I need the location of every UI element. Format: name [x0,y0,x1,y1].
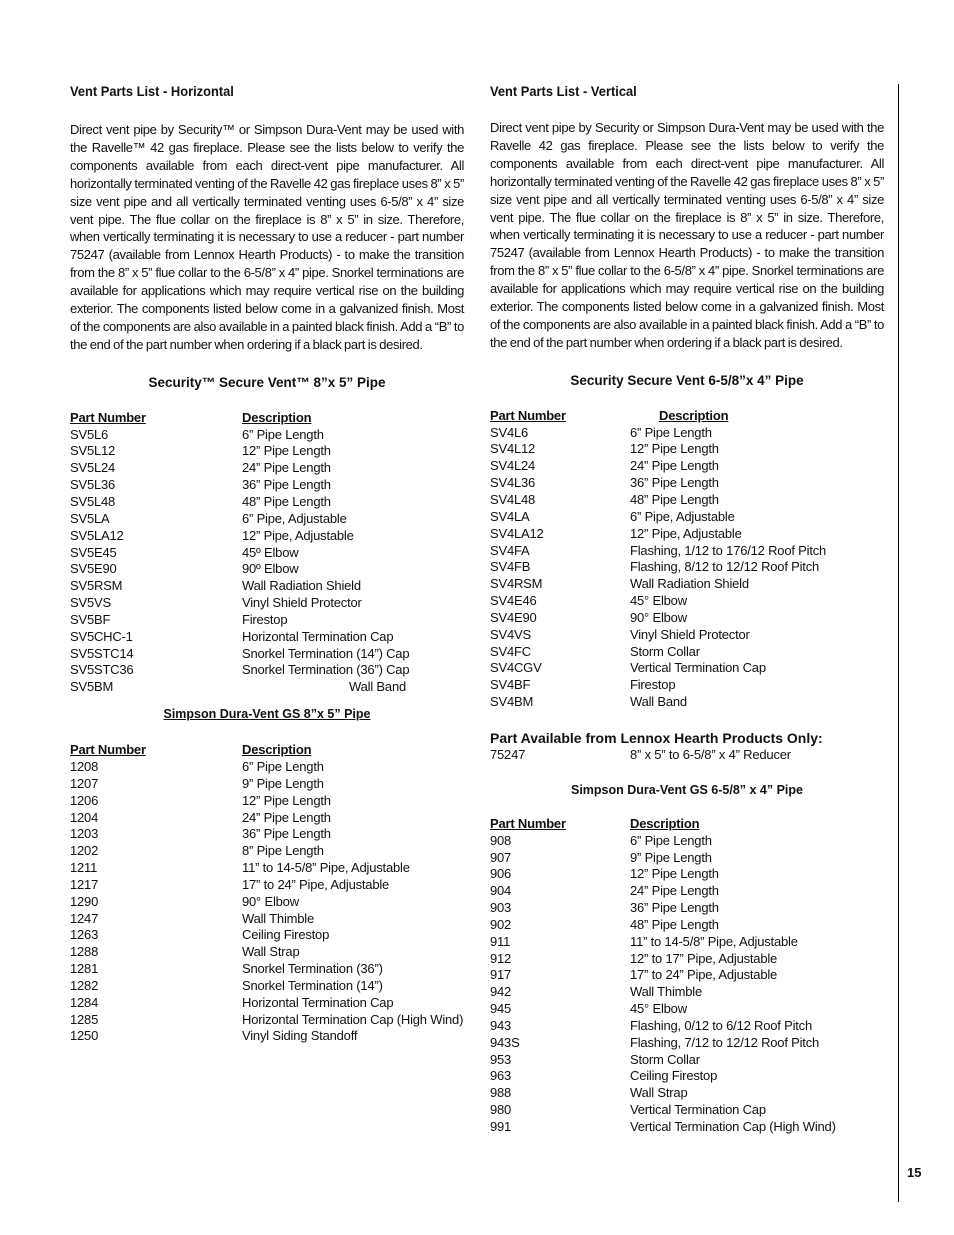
part-description: 11” to 14-5/8” Pipe, Adjustable [242,860,410,876]
table-row [70,612,464,629]
part-number: 1282 [70,977,99,993]
table-row [70,826,464,843]
table-row [70,1012,464,1029]
part-description: Wall Band [349,679,406,695]
part-description: Vertical Termination Cap [630,1102,766,1118]
part-number: 1206 [70,792,99,808]
part-description: Vinyl Shield Protector [630,626,750,642]
part-number: 917 [490,967,512,983]
table-row [70,877,464,894]
part-description: Horizontal Termination Cap (High Wind) [242,1011,464,1027]
part-number: SV4VS [490,626,531,642]
table-row [490,509,884,526]
table-row [490,660,884,677]
part-number: SV5E90 [70,561,117,577]
table-row [70,494,464,511]
part-description: 45º Elbow [242,544,299,560]
part-number: 943S [490,1034,520,1050]
part-description: 9” Pipe Length [242,775,324,791]
table-row [490,1068,884,1085]
table-row [70,578,464,595]
part-number: 943 [490,1017,512,1033]
table-row [490,694,884,711]
part-description: Storm Collar [630,643,700,659]
col-part-number: Part Number [70,742,146,758]
part-description: 36” Pipe Length [242,826,331,842]
table-row [490,883,884,900]
column-divider-line [898,84,899,1202]
col-part-number: Part Number [70,409,146,425]
vertical-heading: Vent Parts List - Vertical [490,83,637,99]
part-description: 12” Pipe, Adjustable [242,527,354,543]
part-description: 24” Pipe Length [630,883,719,899]
table-row [70,843,464,860]
part-number: SV4FA [490,542,530,558]
part-number: SV5STC36 [70,662,134,678]
part-description: Wall Radiation Shield [242,578,361,594]
table-row [70,646,464,663]
part-number: 945 [490,1001,512,1017]
part-description: Snorkel Termination (14”) [242,977,383,993]
part-number: SV4LA12 [490,525,544,541]
part-number: SV5LA [70,510,110,526]
part-number: 1288 [70,944,99,960]
part-description: 24” Pipe Length [630,458,719,474]
part-description: 90° Elbow [242,893,299,909]
part-description: 12” to 17” Pipe, Adjustable [630,950,778,966]
part-description: 6” Pipe Length [242,758,324,774]
part-number: 1202 [70,843,99,859]
part-number: 942 [490,984,512,1000]
part-number: 1285 [70,1011,99,1027]
part-description: Flashing, 7/12 to 12/12 Roof Pitch [630,1034,820,1050]
part-description: Flashing, 1/12 to 176/12 Roof Pitch [630,542,827,558]
part-number: 1247 [70,910,99,926]
part-description: Wall Thimble [242,910,315,926]
part-description: Ceiling Firestop [630,1068,718,1084]
simpson-8x5-title: Simpson Dura-Vent GS 8”x 5” Pipe [163,707,371,722]
part-description: Storm Collar [630,1051,700,1067]
part-description: 6” Pipe Length [630,424,712,440]
part-number: SV4E46 [490,593,537,609]
part-number: SV5LA12 [70,527,124,543]
table-row [490,1085,884,1102]
part-number: SV5L24 [70,460,116,476]
part-number: 1211 [70,860,98,876]
table-row [490,526,884,543]
security-8x5-table [70,410,464,696]
part-number: SV5L12 [70,443,116,459]
table-header [70,742,464,759]
part-number: 963 [490,1068,512,1084]
part-number: SV5BM [70,679,114,695]
table-row [490,1119,884,1136]
table-row [70,460,464,477]
part-number: 902 [490,916,512,932]
part-number: SV4L24 [490,458,536,474]
part-description: Wall Radiation Shield [630,576,749,592]
table-row [490,934,884,951]
table-header [490,408,884,425]
table-row [490,1102,884,1119]
table-row [490,576,884,593]
part-number: 904 [490,883,512,899]
table-row [490,833,884,850]
part-description: 45° Elbow [630,1001,687,1017]
table-row [70,961,464,978]
part-description: Ceiling Firestop [242,927,330,943]
table-row [70,662,464,679]
part-number: 1207 [70,775,99,791]
part-description: 90° Elbow [630,609,687,625]
col-description: Description [242,742,312,758]
table-row [490,900,884,917]
part-number: SV5L6 [70,426,109,442]
table-row [70,759,464,776]
table-row [490,1052,884,1069]
part-description: 24” Pipe Length [242,460,331,476]
part-description: 90º Elbow [242,561,299,577]
part-number: 1250 [70,1028,99,1044]
security-6x4-rows [490,425,884,711]
part-number: SV4L36 [490,475,536,491]
part-number: 912 [490,950,512,966]
table-row [70,894,464,911]
table-row [490,1035,884,1052]
part-description: Firestop [630,677,676,693]
part-number: 1290 [70,893,99,909]
part-number: 1281 [70,961,99,977]
part-number: SV4RSM [490,576,543,592]
part-description: Snorkel Termination (14”) Cap [242,645,410,661]
table-row [490,747,884,764]
part-description: Snorkel Termination (36”) Cap [242,662,410,678]
part-number: SV5STC14 [70,645,134,661]
lennox-title: Part Available from Lennox Hearth Products Only: [490,729,823,746]
part-number: 911 [490,933,511,949]
part-description: 6” Pipe, Adjustable [630,508,735,524]
part-number: 903 [490,900,512,916]
part-number: SV5L36 [70,477,116,493]
horizontal-heading: Vent Parts List - Horizontal [70,83,234,99]
table-row [490,475,884,492]
part-number: 988 [490,1085,512,1101]
table-row [70,545,464,562]
part-description: Vinyl Shield Protector [242,595,362,611]
part-description: 36” Pipe Length [630,475,719,491]
table-row [490,458,884,475]
col-part-number: Part Number [490,407,566,423]
part-description: 8” Pipe Length [242,843,324,859]
security-6x4-table [490,408,884,711]
part-number: 75247 [490,746,526,762]
table-row [70,1028,464,1045]
part-number: SV5CHC-1 [70,628,133,644]
part-description: 11” to 14-5/8” Pipe, Adjustable [630,933,798,949]
table-header [490,816,884,833]
table-row [70,679,464,696]
part-description: 12” Pipe Length [242,443,331,459]
security-8x5-rows [70,427,464,680]
part-number: SV4L12 [490,441,536,457]
table-row [490,593,884,610]
table-row [70,978,464,995]
part-description: 36” Pipe Length [242,477,331,493]
col-description: Description [630,815,700,831]
part-number: 908 [490,832,512,848]
part-number: 1284 [70,994,99,1010]
part-description: 6” Pipe, Adjustable [242,510,347,526]
part-description: 48” Pipe Length [630,492,719,507]
part-description: Flashing, 0/12 to 6/12 Roof Pitch [630,1017,813,1033]
simpson-8x5-table [70,742,464,1045]
part-description: 48” Pipe Length [630,916,719,932]
table-row [490,984,884,1001]
table-row [490,627,884,644]
part-description: 24” Pipe Length [242,809,331,825]
part-description: 45° Elbow [630,593,687,609]
part-description: Wall Strap [242,944,300,960]
part-number: SV4FC [490,643,531,659]
part-number: 1217 [70,876,99,892]
part-description: 12” Pipe, Adjustable [630,525,742,541]
part-number: 991 [490,1119,512,1134]
table-row [70,810,464,827]
table-row [70,595,464,612]
part-description: Vertical Termination Cap (High Wind) [630,1119,836,1134]
table-row [490,610,884,627]
table-row [490,1001,884,1018]
simpson-8x5-rows [70,759,464,1045]
table-row [490,644,884,661]
simpson-6x4-table [490,816,884,1136]
part-number: SV4L6 [490,424,529,440]
part-description: 12” Pipe Length [630,866,719,882]
security-6x4-title: Security Secure Vent 6-5/8”x 4” Pipe [570,372,804,388]
col-part-number: Part Number [490,815,566,831]
col-description: Description [242,409,312,425]
part-number: SV5VS [70,595,111,611]
part-description: 6” Pipe Length [630,832,712,848]
table-row [70,511,464,528]
part-description: 8” x 5” to 6-5/8” x 4” Reducer [630,746,791,762]
part-description: 17” to 24” Pipe, Adjustable [630,967,778,983]
part-description: 6” Pipe Length [242,426,324,442]
part-description: Horizontal Termination Cap [242,628,394,644]
table-row [70,927,464,944]
part-number: SV4LA [490,508,530,524]
table-row [70,561,464,578]
part-number: 1204 [70,809,99,825]
table-row [490,441,884,458]
table-row [490,850,884,867]
table-row [490,543,884,560]
lennox-section [490,729,884,764]
part-description: Wall Thimble [630,984,703,1000]
part-description: Firestop [242,611,288,627]
part-description: 9” Pipe Length [630,849,712,865]
part-number: 1208 [70,758,99,774]
simpson-6x4-title: Simpson Dura-Vent GS 6-5/8” x 4” Pipe [570,782,803,797]
security-8x5-title: Security™ Secure Vent™ 8”x 5” Pipe [148,374,386,390]
table-row [70,427,464,444]
part-number: 980 [490,1102,512,1118]
table-row [70,911,464,928]
part-description: 48” Pipe Length [242,494,331,509]
table-row [70,860,464,877]
table-row [490,677,884,694]
table-row [490,492,884,509]
table-row [490,917,884,934]
part-number: 1263 [70,927,99,943]
table-row [70,776,464,793]
horizontal-intro-paragraph: Direct vent pipe by Security™ or Simpson Dura-Vent may be used with the Ravelle™ 42 gas fireplace. Please see the lists below to verify the components available from each direct-vent pipe manufacturer. All horizontally terminated venting of the Ravelle 42 gas fireplace uses 8” x 5” size vent pipe and all vertically terminated venting uses 6-5/8” x 4” size vent pipe. The flue collar on the fireplace is 8” x 5” in size. Therefore, when vertically terminating it is necessary to use a reducer - part number 75247 (available from Lennox Hearth Products) - to make the transition from the 8” x 5” flue collar to the 6-5/8” x 4” pipe. Snorkel terminations are available for applications which may require vertical rise on the building exterior. The components listed below come in a galvanized finish. Most of the components are also available in a painted black finish. Add a “B” to the end of the part number when ordering if a black part is desired. [70,122,464,352]
part-number: 907 [490,849,512,865]
table-row [490,559,884,576]
part-description: 12” Pipe Length [630,441,719,457]
table-row [490,866,884,883]
table-row [70,995,464,1012]
table-row [70,443,464,460]
vertical-intro-paragraph: Direct vent pipe by Security or Simpson Dura-Vent may be used with the Ravelle 42 gas fireplace. Please see the lists below to verify the components available from each direct-vent pipe manufacturer. All horizontally terminated venting of the Ravelle 42 gas fireplace uses 8” x 5” size vent pipe and all vertically terminated venting uses 6-5/8” x 4” size vent pipe. The flue collar on the fireplace is 8” x 5” in size. Therefore, when vertically terminating it is necessary to use a reducer - part number 75247 (available from Lennox Hearth Products) - to make the transition from the 8” x 5” flue collar to the 6-5/8” x 4” pipe. Snorkel terminations are available for applications which may require vertical rise on the building exterior. The components listed below come in a galvanized finish. Most of the components are also available in a painted black finish. Add a “B” to the end of the part number when ordering if a black part is desired. [490,120,884,350]
right-column [490,82,884,1136]
left-column [70,82,464,1045]
table-row [490,951,884,968]
part-description: 36” Pipe Length [630,900,719,916]
part-number: 906 [490,866,512,882]
part-description: 12” Pipe Length [242,792,331,808]
col-description: Description [659,407,729,423]
part-number: SV4FB [490,559,531,575]
part-description: Snorkel Termination (36”) [242,961,383,977]
part-description: Flashing, 8/12 to 12/12 Roof Pitch [630,559,820,575]
part-description: Wall Strap [630,1085,688,1101]
part-description: 17” to 24” Pipe, Adjustable [242,876,390,892]
part-number: SV4BM [490,694,534,710]
part-number: 953 [490,1051,512,1067]
table-row [70,477,464,494]
part-number: SV4BF [490,677,531,693]
part-number: SV5BF [70,611,111,627]
table-row [490,425,884,442]
table-row [490,1018,884,1035]
part-number: SV4L48 [490,492,536,507]
part-number: SV5L48 [70,494,116,509]
part-description: Vertical Termination Cap [630,660,766,676]
part-number: SV4E90 [490,609,537,625]
part-description: Vinyl Siding Standoff [242,1028,358,1044]
part-number: SV5E45 [70,544,117,560]
table-row [70,629,464,646]
part-number: SV5RSM [70,578,123,594]
table-row [490,967,884,984]
table-row [70,793,464,810]
part-number: 1203 [70,826,99,842]
table-row [70,528,464,545]
part-description: Horizontal Termination Cap [242,994,394,1010]
part-number: SV4CGV [490,660,542,676]
page-number: 15 [907,1165,922,1180]
part-description: Wall Band [630,694,687,710]
table-header [70,410,464,427]
simpson-6x4-rows [490,833,884,1136]
table-row [70,944,464,961]
